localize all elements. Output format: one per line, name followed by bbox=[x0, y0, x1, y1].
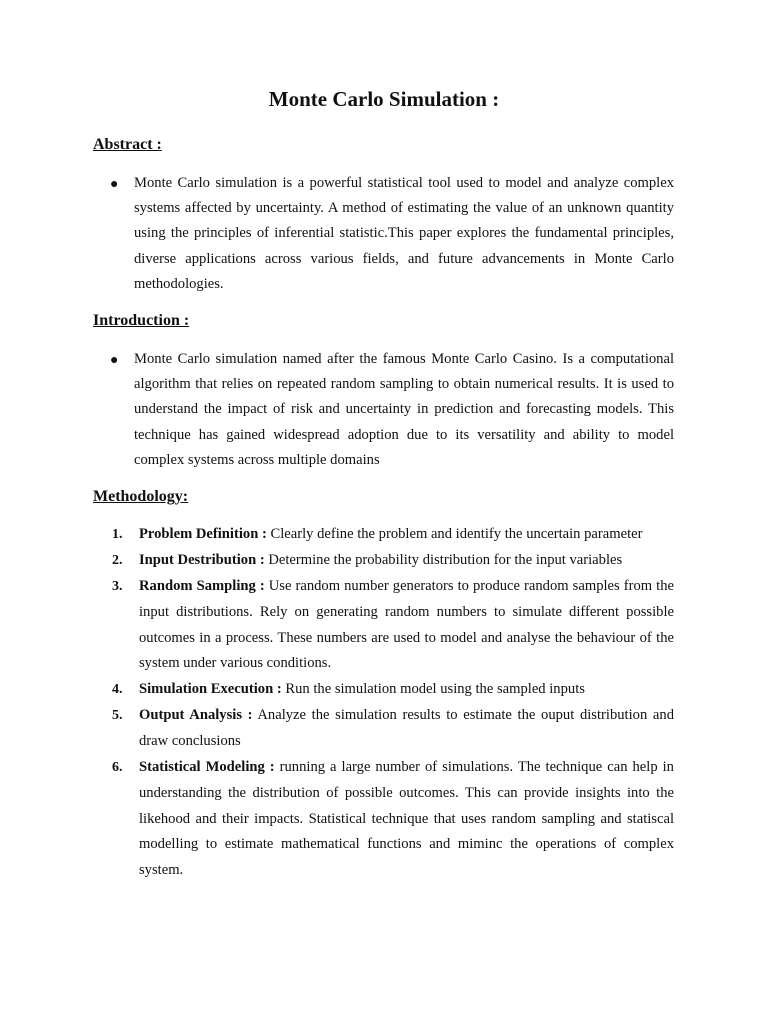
list-item-text: Analyze the simulation results to estimate the ouput distribution and draw conclusions bbox=[139, 707, 674, 749]
bullet-icon: ● bbox=[110, 353, 119, 368]
list-number: 1. bbox=[112, 527, 123, 542]
page-title: Monte Carlo Simulation : bbox=[268, 87, 500, 111]
list-item-text: Run the simulation model using the sampled inputs bbox=[281, 681, 585, 697]
list-item-term: Random Sampling : bbox=[139, 578, 265, 594]
list-item-term: Statistical Modeling : bbox=[139, 759, 275, 775]
list-item-term: Output Analysis : bbox=[139, 707, 253, 723]
introduction-heading: Introduction : bbox=[93, 312, 190, 329]
list-number: 5. bbox=[112, 708, 123, 723]
list-number: 4. bbox=[112, 682, 123, 697]
list-item bbox=[139, 755, 674, 884]
list-number: 3. bbox=[112, 579, 123, 594]
list-item-text: running a large number of simulations. The technique can help in understanding the distribution of possible outcomes. This can provide insights into the likehood and their impacts. Statistical technique that uses random sampling and statiscal modelling to estimate mathematical functions and miminc the operations of complex system. bbox=[139, 759, 674, 879]
bullet-icon: ● bbox=[110, 177, 119, 192]
list-item bbox=[139, 548, 674, 574]
list-number: 2. bbox=[112, 553, 123, 568]
list-number: 6. bbox=[112, 760, 123, 775]
abstract-paragraph: Monte Carlo simulation is a powerful statistical tool used to model and analyze complex systems affected by uncertainty. A method of estimating the value of an unknown quantity using the principles of inferential statistic.This paper explores the fundamental principles, diverse applications across various fields, and future advancements in Monte Carlo methodologies. bbox=[134, 175, 674, 292]
list-item-text: Use random number generators to produce random samples from the input distributions. Rely on generating random numbers to simulate different possible outcomes in a process. These numbers are used to model and analyse the behaviour of the system under various conditions. bbox=[139, 578, 675, 672]
list-item bbox=[139, 522, 674, 548]
list-item-term: Problem Definition : bbox=[139, 526, 267, 542]
list-item bbox=[139, 703, 674, 755]
list-item-text: Clearly define the problem and identify the uncertain parameter bbox=[266, 526, 643, 542]
list-item bbox=[139, 677, 674, 703]
introduction-paragraph: Monte Carlo simulation named after the famous Monte Carlo Casino. Is a computational algorithm that relies on repeated random sampling to obtain numerical results. It is used to understand the impact of risk and uncertainty in prediction and forecasting models. This technique has gained widespread adoption due to its versatility and ability to model complex systems across multiple domains bbox=[134, 351, 674, 468]
abstract-heading: Abstract : bbox=[93, 136, 162, 153]
list-item-term: Input Destribution : bbox=[139, 552, 265, 568]
methodology-heading: Methodology: bbox=[93, 488, 189, 505]
list-item-text: Determine the probability distribution for the input variables bbox=[264, 552, 623, 568]
list-item-term: Simulation Execution : bbox=[139, 681, 282, 697]
list-item bbox=[139, 574, 674, 677]
